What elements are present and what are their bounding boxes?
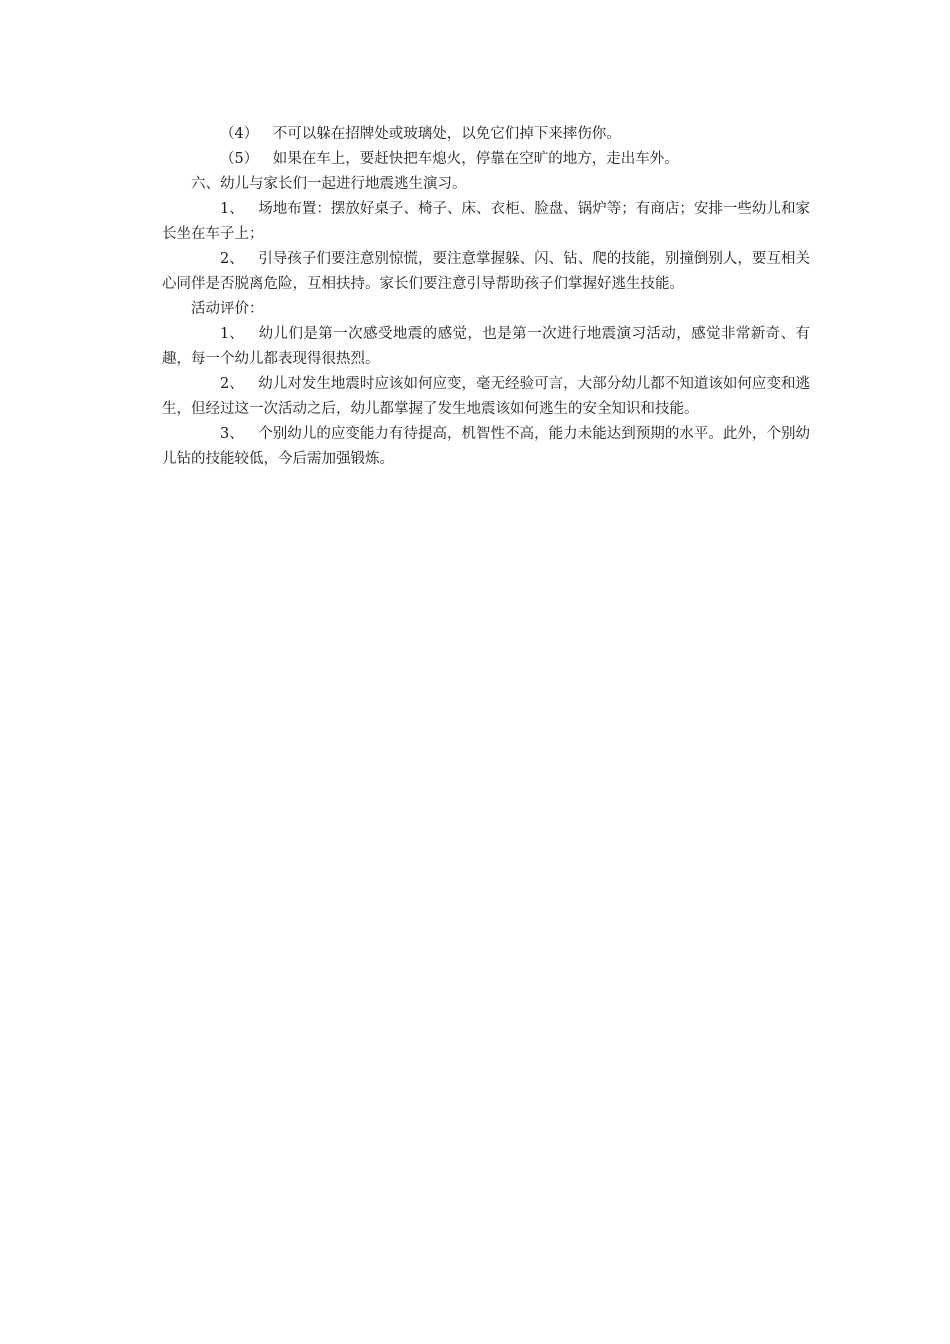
paragraph-evaluation-2 <box>162 372 810 422</box>
paragraph-number: （4） <box>220 126 259 142</box>
paragraph-number: 2、 <box>220 376 244 392</box>
paragraph-number: 1、 <box>220 326 244 342</box>
paragraph-drill-1 <box>162 197 810 247</box>
paragraph-text: 幼儿们是第一次感受地震的感觉，也是第一次进行地震演习活动，感觉非常新奇、有趣，每一个幼儿都表现得很热烈。 <box>162 326 810 367</box>
paragraph-text: 引导孩子们要注意别惊慌，要注意掌握躲、闪、钻、爬的技能，别撞倒别人，要互相关心同伴是否脱离危险，互相扶持。家长们要注意引导帮助孩子们掌握好逃生技能。 <box>162 251 810 292</box>
paragraph-evaluation-1 <box>162 322 810 372</box>
paragraph-number: （5） <box>220 151 259 167</box>
paragraph-item-4 <box>162 122 810 147</box>
paragraph-number: 1、 <box>220 201 244 217</box>
section-heading-six <box>162 172 810 197</box>
paragraph-item-5 <box>162 147 810 172</box>
paragraph-text: 个别幼儿的应变能力有待提高，机智性不高，能力未能达到预期的水平。此外，个别幼儿钻的技能较低，今后需加强锻炼。 <box>162 426 810 467</box>
paragraph-text: 场地布置：摆放好桌子、椅子、床、衣柜、脸盘、锅炉等；有商店；安排一些幼儿和家长坐在车子上； <box>162 201 810 242</box>
paragraph-text: 如果在车上，要赶快把车熄火，停靠在空旷的地方，走出车外。 <box>272 151 679 167</box>
paragraph-text: 不可以躲在招牌处或玻璃处，以免它们掉下来摔伤你。 <box>272 126 621 142</box>
paragraph-number: 2、 <box>220 251 244 267</box>
document-body <box>162 122 810 472</box>
paragraph-evaluation-3 <box>162 422 810 472</box>
paragraph-number: 3、 <box>220 426 244 442</box>
section-heading-evaluation <box>162 297 810 322</box>
paragraph-text: 六、幼儿与家长们一起进行地震逃生演习。 <box>191 176 467 192</box>
paragraph-drill-2 <box>162 247 810 297</box>
paragraph-text: 活动评价： <box>191 301 264 317</box>
paragraph-text: 幼儿对发生地震时应该如何应变，毫无经验可言，大部分幼儿都不知道该如何应变和逃生，但经过这一次活动之后，幼儿都掌握了发生地震该如何逃生的安全知识和技能。 <box>162 376 810 417</box>
